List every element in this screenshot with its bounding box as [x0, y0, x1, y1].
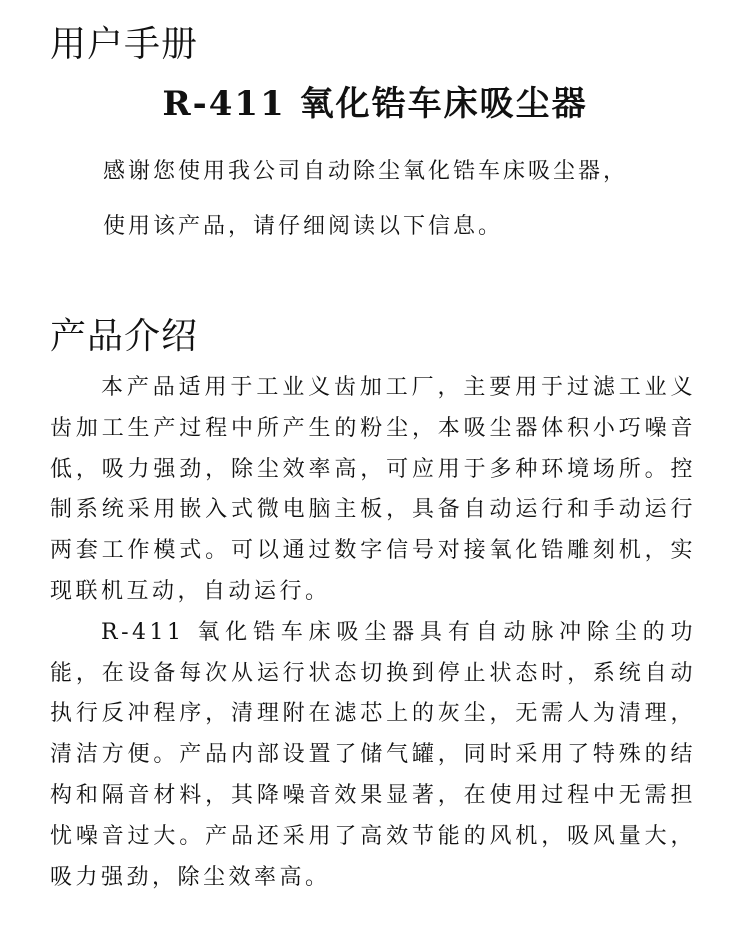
thanks-line-2: 使用该产品，请仔细阅读以下信息。	[103, 214, 504, 239]
paragraph-2: R-411 氧化锆车床吸尘器具有自动脉冲除尘的功能，在设备每次从运行状态切换到停止状态时，系统自动执行反冲程序，清理附在滤芯上的灰尘，无需人为清理，清洁方便。产品内部设置了储气罐，同时采用了特殊的结构和隔音材料，其降噪音效果显著，在使用过程中无需担忧噪音过大。产品还采用了高效节能的风机，吸风量大，吸力强劲，除尘效率高。	[50, 619, 696, 890]
manual-label: 用户手册	[50, 24, 199, 65]
thanks-line-1: 感谢您使用我公司自动除尘氧化锆车床吸尘器，	[103, 159, 629, 184]
section-heading: 产品介绍	[50, 316, 199, 357]
product-description	[50, 368, 696, 898]
product-title: R-411 氧化锆车床吸尘器	[162, 84, 588, 124]
paragraph-1: 本产品适用于工业义齿加工厂，主要用于过滤工业义齿加工生产过程中所产生的粉尘，本吸尘器体积小巧噪音低，吸力强劲，除尘效率高，可应用于多种环境场所。控制系统采用嵌入式微电脑主板，具备自动运行和手动运行两套工作模式。可以通过数字信号对接氧化锆雕刻机，实现联机互动，自动运行。	[50, 375, 696, 604]
